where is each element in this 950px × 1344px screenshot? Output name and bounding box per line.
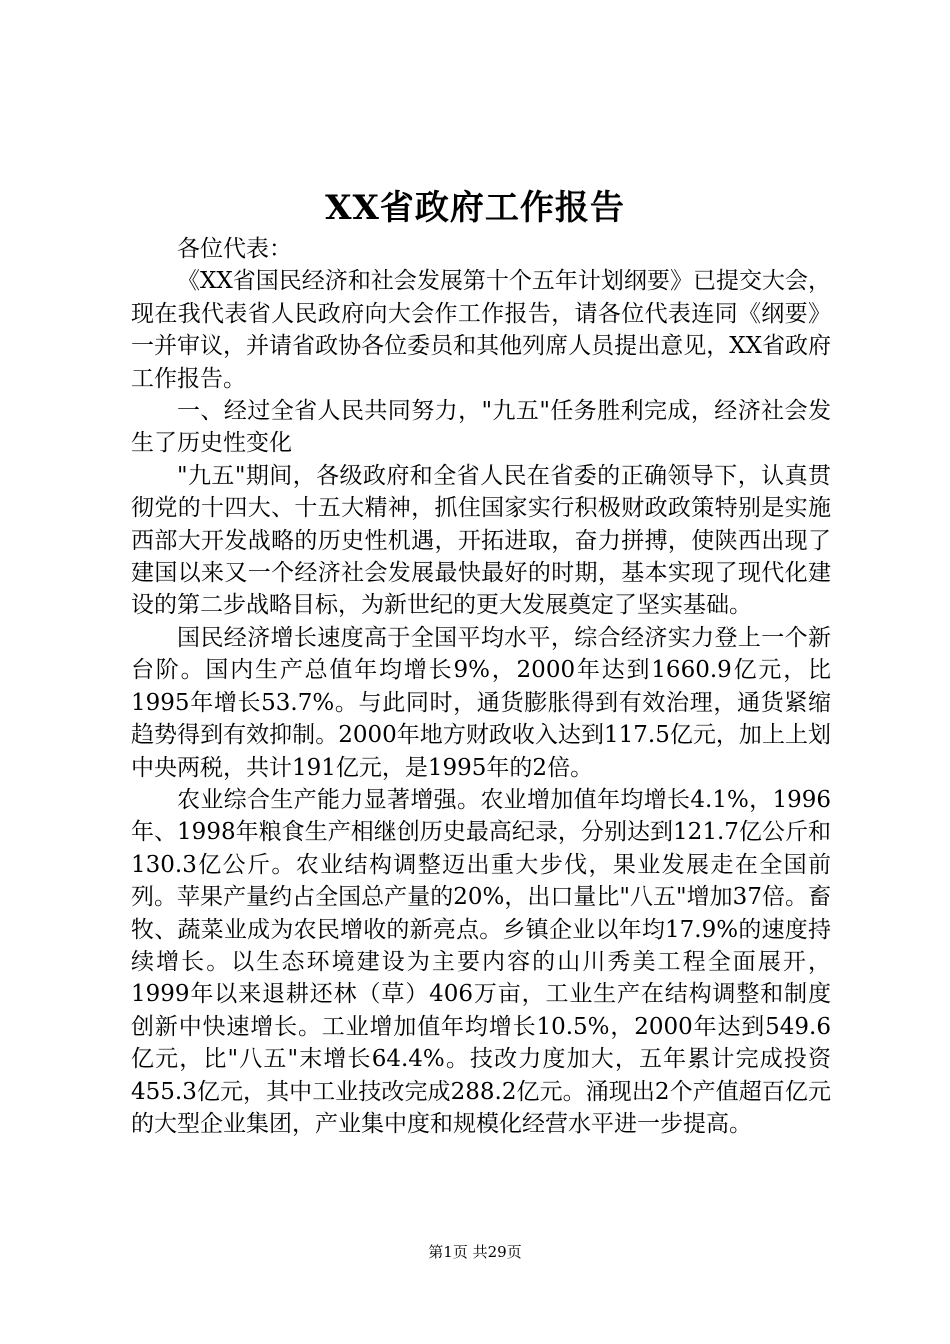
body-paragraph: 国民经济增长速度高于全国平均水平，综合经济实力登上一个新台阶。国内生产总值年均增长9%，2000年达到1660.9亿元，比1995年增长53.7%。与此同时，通货膨胀得到有效治理，通货紧缩趋势得到有效抑制。2000年地方财政收入达到117.5亿元，加上上划中央两税，共计191亿元，是1995年的2倍。 <box>131 624 831 781</box>
document-body <box>131 233 831 1140</box>
body-paragraph: "九五"期间，各级政府和全省人民在省委的正确领导下，认真贯彻党的十四大、十五大精神，抓住国家实行积极财政政策特别是实施西部大开发战略的历史性机遇，开拓进取，奋力拼搏，使陕西出现了建国以来又一个经济社会发展最快最好的时期，基本实现了现代化建设的第二步战略目标，为新世纪的更大发展奠定了坚实基础。 <box>131 462 831 619</box>
section-heading: 一、经过全省人民共同努力，"九五"任务胜利完成，经济社会发生了历史性变化 <box>131 398 831 457</box>
page-number-footer: 第1页 共29页 <box>428 1243 522 1261</box>
body-paragraph: 农业综合生产能力显著增强。农业增加值年均增长4.1%，1996年、1998年粮食生产相继创历史最高纪录，分别达到121.7亿公斤和130.3亿公斤。农业结构调整迈出重大步伐，果业发展走在全国前列。苹果产量约占全国总产量的20%，出口量比"八五"增加37倍。畜牧、蔬菜业成为农民增收的新亮点。乡镇企业以年均17.9%的速度持续增长。以生态环境建设为主要内容的山川秀美工程全面展开，1999年以来退耕还林（草）406万亩，工业生产在结构调整和制度创新中快速增长。工业增加值年均增长10.5%，2000年达到549.6亿元，比"八五"末增长64.4%。技改力度加大，五年累计完成投资455.3亿元，其中工业技改完成288.2亿元。涌现出2个产值超百亿元的大型企业集团，产业集中度和规模化经营水平进一步提高。 <box>131 786 831 1137</box>
document-title: XX省政府工作报告 <box>325 188 625 228</box>
salutation-paragraph: 各位代表： <box>177 236 292 262</box>
intro-paragraph: 《XX省国民经济和社会发展第十个五年计划纲要》已提交大会，现在我代表省人民政府向大会作工作报告，请各位代表连同《纲要》一并审议，并请省政协各位委员和其他列席人员提出意见，XX省政府工作报告。 <box>131 268 831 392</box>
